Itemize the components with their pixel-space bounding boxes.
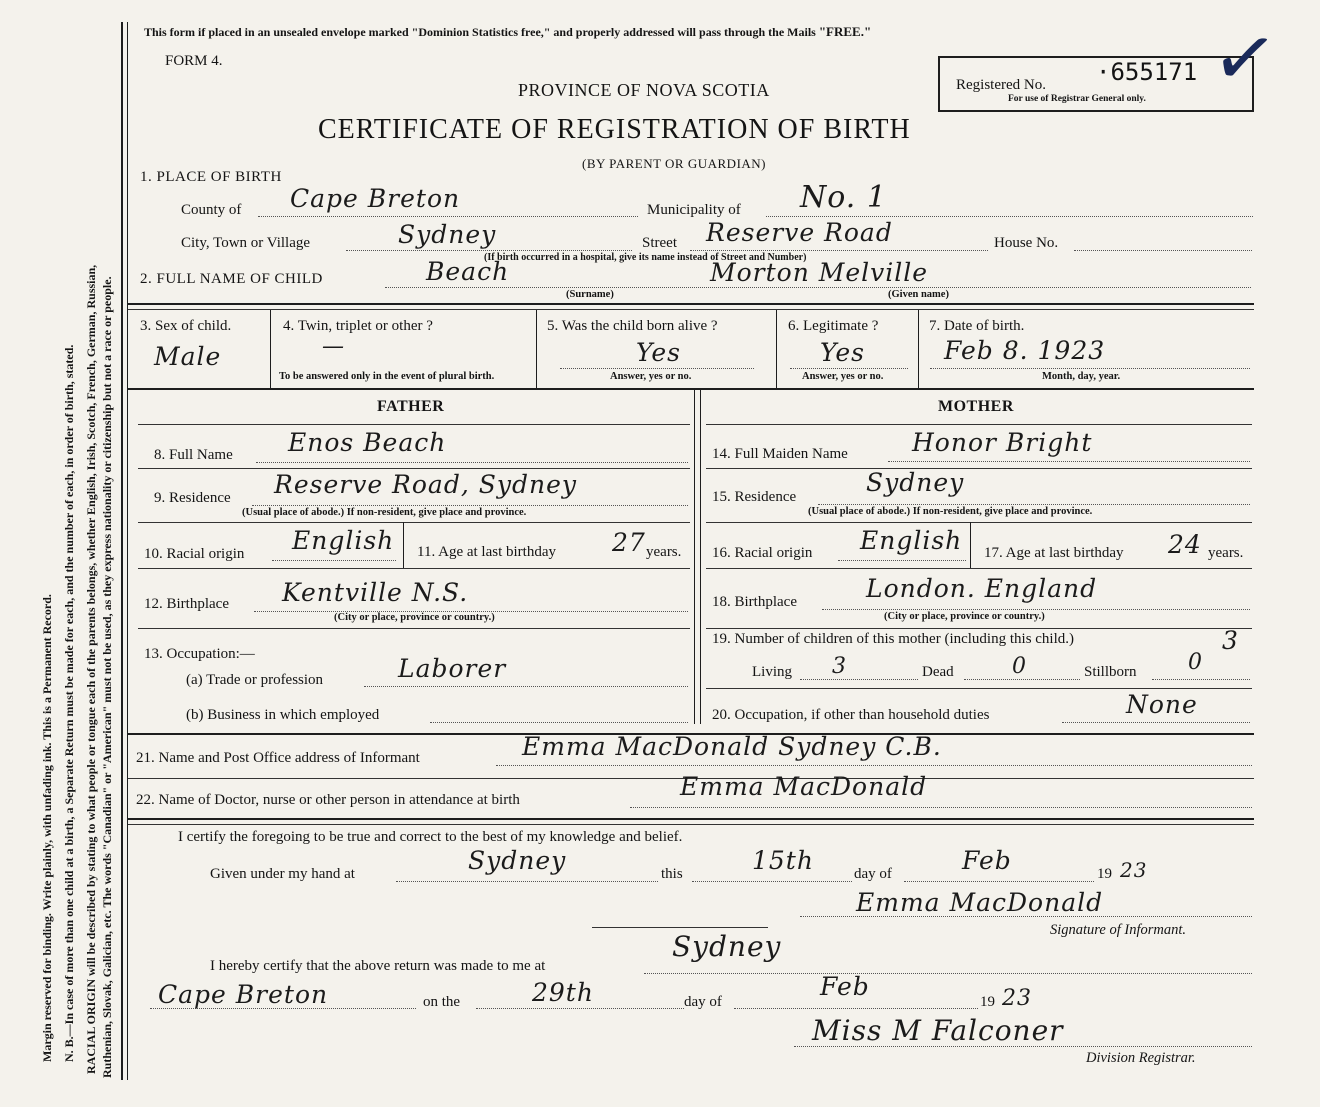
twin-label: 4. Twin, triplet or other ? <box>283 318 433 334</box>
city-value: Sydney <box>398 220 497 249</box>
father-row-line-1 <box>138 468 690 469</box>
reg-month-line <box>734 1008 978 1009</box>
father-birthplace-value: Kentville N.S. <box>282 578 469 607</box>
father-trade-line <box>364 686 688 687</box>
father-race-label: 10. Racial origin <box>144 546 245 562</box>
living-value: 3 <box>832 654 847 679</box>
child-name-line <box>385 287 1251 288</box>
mother-occupation-label: 20. Occupation, if other than household duties <box>712 707 990 723</box>
mother-row-line-1 <box>706 468 1252 469</box>
reg-day-line <box>476 1008 684 1009</box>
father-head-line <box>138 424 690 425</box>
col-divider-c <box>776 310 777 388</box>
on-the-label: on the <box>423 994 461 1010</box>
check-mark-icon: ✓ <box>1206 10 1284 107</box>
mother-residence-value: Sydney <box>866 468 965 497</box>
informant-label: 21. Name and Post Office address of Informant <box>136 750 420 766</box>
city-label: City, Town or Village <box>181 235 311 251</box>
date-of-birth-value: Feb 8. 1923 <box>944 336 1106 365</box>
mother-birthplace-line <box>822 609 1250 610</box>
divider-5 <box>128 818 1254 820</box>
reg-day-of-label: day of <box>684 994 722 1010</box>
father-age-label: 11. Age at last birthday <box>417 544 556 560</box>
divider-1b <box>128 309 1254 310</box>
given-place-line <box>396 881 658 882</box>
father-residence-label: 9. Residence <box>154 490 231 506</box>
informant-line <box>496 765 1252 766</box>
mother-race-value: English <box>860 526 963 555</box>
legitimate-value: Yes <box>820 338 865 367</box>
place-of-birth-heading: 1. PLACE OF BIRTH <box>140 169 282 185</box>
street-line <box>690 250 988 251</box>
mother-children-label: 19. Number of children of this mother (including this child.) <box>712 631 1075 647</box>
father-row-line-4 <box>138 628 690 629</box>
margin-note-racial-origin: RACIAL ORIGIN will be described by stating to what people or tongue each of the parents belongs, whether English, Irish, Scotch, French, German, Russian, <box>84 264 98 1074</box>
registered-value: ·655171 <box>1096 58 1198 86</box>
mother-occupation-value: None <box>1126 690 1198 719</box>
mother-occupation-line <box>1062 722 1250 723</box>
municipality-label: Municipality of <box>647 202 741 218</box>
legitimate-label: 6. Legitimate ? <box>788 318 879 334</box>
mother-age-unit: years. <box>1208 545 1244 561</box>
surname-note: (Surname) <box>566 289 614 300</box>
doctor-label: 22. Name of Doctor, nurse or other person in attendance at birth <box>136 792 520 808</box>
mother-race-line <box>838 560 966 561</box>
father-business-label: (b) Business in which employed <box>186 707 380 723</box>
mother-age-value: 24 <box>1168 530 1202 559</box>
county-line <box>258 216 638 217</box>
col-divider-d <box>918 310 919 388</box>
mother-race-label: 16. Racial origin <box>712 545 813 561</box>
date-of-birth-line <box>930 368 1250 369</box>
certificate-subtitle: (BY PARENT OR GUARDIAN) <box>582 156 767 171</box>
margin-note-multiple-births: N. B.—In case of more than one child at a birth, a Separate Return must be made for each, and the number of each, in order of birth, stated. <box>62 344 76 1062</box>
month-value: Feb <box>962 846 1012 875</box>
child-given-name-value: Morton Melville <box>710 258 929 287</box>
day-value: 15th <box>752 846 814 875</box>
col-divider-b <box>536 310 537 388</box>
father-race-divider <box>403 522 404 568</box>
sex-label: 3. Sex of child. <box>140 318 232 334</box>
born-alive-line <box>560 368 754 369</box>
born-alive-note: Answer, yes or no. <box>610 371 692 382</box>
father-heading: FATHER <box>377 398 445 415</box>
dead-value: 0 <box>1012 654 1027 679</box>
living-line <box>800 679 918 680</box>
father-race-line <box>272 560 396 561</box>
month-line <box>904 881 1094 882</box>
reg-day-value: 29th <box>532 978 594 1007</box>
father-occupation-label: 13. Occupation:— <box>144 646 255 662</box>
informant-signature-label: Signature of Informant. <box>1050 922 1187 938</box>
stillborn-label: Stillborn <box>1084 664 1137 680</box>
mother-heading: MOTHER <box>938 398 1014 415</box>
mother-head-line <box>706 424 1252 425</box>
mother-birthplace-label: 18. Birthplace <box>712 594 797 610</box>
father-row-line-2 <box>138 522 690 523</box>
father-race-value: English <box>292 526 395 555</box>
house-number-line <box>1074 250 1252 251</box>
twin-note: To be answered only in the event of plural birth. <box>279 371 495 382</box>
street-value: Reserve Road <box>706 218 893 247</box>
dead-line <box>964 679 1080 680</box>
living-label: Living <box>752 664 792 680</box>
municipality-line <box>766 216 1253 217</box>
born-alive-value: Yes <box>636 338 681 367</box>
margin-note-racial-origin-cont: Ruthenian, Slovak, Galician, etc. The words "Canadian" or "American" must not be used, as they express nationality or citizenship but not a race or people. <box>100 276 114 1078</box>
county-label: County of <box>181 202 242 218</box>
twin-value: — <box>322 334 345 359</box>
father-residence-note: (Usual place of abode.) If non-resident, give place and province. <box>242 507 527 518</box>
father-birthplace-note: (City or place, province or country.) <box>334 612 495 623</box>
certify-text: I certify the foregoing to be true and correct to the best of my knowledge and belief. <box>178 829 683 845</box>
registrar-place-line <box>644 973 1252 974</box>
father-name-label: 8. Full Name <box>154 447 233 463</box>
municipality-value: No. 1 <box>800 180 887 215</box>
given-name-note: (Given name) <box>888 289 949 300</box>
mother-residence-label: 15. Residence <box>712 489 797 505</box>
registrar-signature-label: Division Registrar. <box>1086 1050 1196 1066</box>
doctor-line <box>630 807 1252 808</box>
date-of-birth-label: 7. Date of birth. <box>929 318 1025 334</box>
county-value: Cape Breton <box>290 184 461 213</box>
city-line <box>346 250 632 251</box>
left-border-inner <box>127 22 128 1080</box>
reg-month-value: Feb <box>820 972 870 1001</box>
born-alive-label: 5. Was the child born alive ? <box>547 318 718 334</box>
mother-birthplace-value: London. England <box>866 574 1098 603</box>
sex-value: Male <box>154 342 222 371</box>
registrar-certify-text: I hereby certify that the above return was made to me at <box>210 958 546 974</box>
father-residence-line <box>252 505 688 506</box>
mother-residence-line <box>818 504 1250 505</box>
informant-signature: Emma MacDonald <box>856 888 1104 917</box>
mailing-notice: This form if placed in an unsealed envelope marked "Dominion Statistics free," and properly addressed will pass through the Mails "FREE." <box>144 24 872 39</box>
mother-row-line-2 <box>706 522 1252 523</box>
mother-row-line-4 <box>706 628 1252 629</box>
child-name-heading: 2. FULL NAME OF CHILD <box>140 271 323 287</box>
father-trade-value: Laborer <box>398 654 507 683</box>
left-border-outer <box>121 22 123 1080</box>
day-of-label: day of <box>854 866 892 882</box>
mother-age-label: 17. Age at last birthday <box>984 545 1124 561</box>
street-label: Street <box>642 235 677 251</box>
certificate-title: CERTIFICATE OF REGISTRATION OF BIRTH <box>318 114 911 145</box>
mother-row-line-3 <box>706 568 1252 569</box>
given-place-value: Sydney <box>468 846 567 875</box>
father-name-line <box>256 462 688 463</box>
day-line <box>692 881 852 882</box>
father-business-line <box>430 722 688 723</box>
mother-name-line <box>888 461 1250 462</box>
divider-5b <box>128 824 1254 825</box>
province-title: PROVINCE OF NOVA SCOTIA <box>518 80 770 100</box>
year-prefix: 19 <box>1097 866 1112 882</box>
given-under-hand-label: Given under my hand at <box>210 866 355 882</box>
registrar-county-value: Cape Breton <box>158 980 329 1009</box>
divider-1 <box>128 303 1254 305</box>
house-number-label: House No. <box>994 235 1059 251</box>
mother-name-value: Honor Bright <box>912 428 1093 457</box>
date-of-birth-note: Month, day, year. <box>1042 371 1121 382</box>
this-label: this <box>661 866 683 882</box>
father-trade-label: (a) Trade or profession <box>186 672 324 688</box>
reg-year-suffix: 23 <box>1002 986 1032 1011</box>
father-age-unit: years. <box>646 544 682 560</box>
mother-name-label: 14. Full Maiden Name <box>712 446 848 462</box>
registrar-signature: Miss M Falconer <box>812 1014 1064 1047</box>
mother-race-divider <box>970 522 971 568</box>
child-surname-value: Beach <box>426 257 510 286</box>
father-name-value: Enos Beach <box>288 428 447 457</box>
parents-divider-b <box>700 390 701 724</box>
father-age-value: 27 <box>612 528 646 557</box>
legitimate-note: Answer, yes or no. <box>802 371 884 382</box>
margin-note-binding: Margin reserved for binding. Write plainly, with unfading ink. This is a Permanent Record. <box>40 594 54 1062</box>
stillborn-line <box>1152 679 1250 680</box>
registrar-place-value: Sydney <box>672 930 782 963</box>
stillborn-value: 0 <box>1188 650 1203 675</box>
mother-residence-note: (Usual place of abode.) If non-resident, give place and province. <box>808 506 1093 517</box>
legitimate-line <box>790 368 908 369</box>
form-number: FORM 4. <box>165 53 223 69</box>
mother-birthplace-note: (City or place, province or country.) <box>884 611 1045 622</box>
doctor-value: Emma MacDonald <box>680 772 928 801</box>
mother-children-value: 3 <box>1222 626 1239 655</box>
registered-number-box <box>938 56 1254 112</box>
divider-2 <box>128 388 1254 390</box>
father-residence-value: Reserve Road, Sydney <box>274 470 578 499</box>
informant-value: Emma MacDonald Sydney C.B. <box>522 732 942 761</box>
dead-label: Dead <box>922 664 954 680</box>
reg-year-prefix: 19 <box>980 994 995 1010</box>
year-suffix: 23 <box>1120 858 1148 882</box>
father-birthplace-label: 12. Birthplace <box>144 596 229 612</box>
mother-row-line-5 <box>706 688 1252 689</box>
hospital-note: (If birth occurred in a hospital, give its name instead of Street and Number) <box>484 252 807 263</box>
parents-divider-a <box>694 390 695 724</box>
registered-label: Registered No. <box>956 77 1046 93</box>
father-row-line-3 <box>138 568 690 569</box>
col-divider-a <box>270 310 271 388</box>
short-separator <box>592 927 768 928</box>
registered-note: For use of Registrar General only. <box>1008 94 1146 104</box>
